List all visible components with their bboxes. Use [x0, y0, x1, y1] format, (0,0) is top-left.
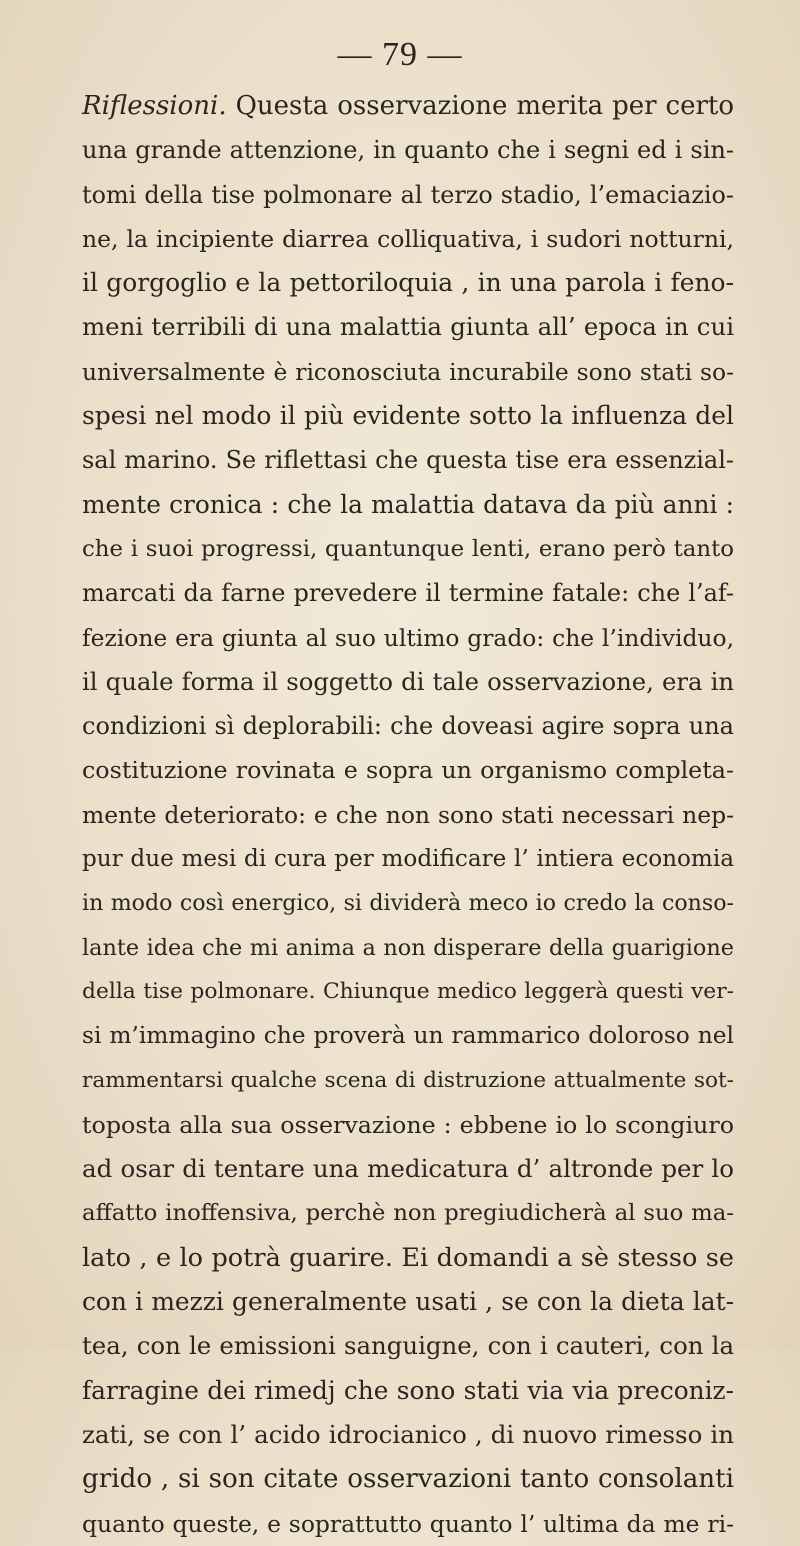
- text-line: meni terribili di una malattia giunta all’ epoca in cui: [82, 312, 734, 342]
- text-line: il quale forma il soggetto di tale osservazione, era in: [82, 666, 734, 696]
- text-line: mente deteriorato: e che non sono stati necessari nep-: [82, 800, 734, 829]
- text-line: mente cronica : che la malattia datava da più anni :: [82, 489, 734, 519]
- text-line: che i suoi progressi, quantunque lenti, erano però tanto: [82, 535, 734, 562]
- text-line: tea, con le emissioni sanguigne, con i cauteri, con la: [82, 1331, 734, 1361]
- text-line: zati, se con l’ acido idrocianico , di nuovo rimesso in: [82, 1419, 734, 1449]
- text-line: grido , si son citate osservazioni tanto consolanti: [82, 1464, 734, 1495]
- text-line: ne, la incipiente diarrea colliquativa, i sudori notturni,: [82, 224, 734, 253]
- text-line: universalmente è riconosciuta incurabile sono stati so-: [82, 357, 734, 386]
- body-text: [82, 84, 734, 1546]
- text-line: costituzione rovinata e sopra un organismo completa-: [82, 756, 734, 785]
- text-line: sal marino. Se riflettasi che questa tise era essenzial-: [82, 446, 734, 475]
- text-line: rammentarsi qualche scena di distruzione attualmente sot-: [82, 1067, 734, 1093]
- text-line: in modo così energico, si dividerà meco io credo la conso-: [82, 890, 734, 917]
- text-line: lante idea che mi anima a non disperare della guarigione: [82, 934, 734, 961]
- text-line: farragine dei rimedj che sono stati via via preconiz-: [82, 1375, 734, 1405]
- text-line: si m’immagino che proverà un rammarico doloroso nel: [82, 1022, 734, 1050]
- text-line: una grande attenzione, in quanto che i segni ed i sin-: [82, 136, 734, 165]
- page-number: — 79 —: [337, 36, 463, 73]
- text-line: ad osar di tentare una medicatura d’ altronde per lo: [82, 1154, 734, 1184]
- section-lead-word: Riflessioni.: [82, 91, 227, 121]
- text-line: affatto inoffensiva, perchè non pregiudicherà al suo ma-: [82, 1200, 734, 1227]
- text-line-content: Questa osservazione merita per certo: [226, 91, 734, 121]
- text-line: quanto queste, e soprattutto quanto l’ ultima da me ri-: [82, 1509, 734, 1538]
- text-line: della tise polmonare. Chiunque medico leggerà questi ver-: [82, 978, 734, 1004]
- text-line: con i mezzi generalmente usati , se con la dieta lat-: [82, 1287, 734, 1317]
- text-line: condizioni sì deplorabili: che doveasi agire sopra una: [82, 712, 734, 741]
- text-line: marcati da farne prevedere il termine fatale: che l’af-: [82, 579, 734, 608]
- text-line: spesi nel modo il più evidente sotto la influenza del: [82, 401, 734, 431]
- text-line: fezione era giunta al suo ultimo grado: che l’individuo,: [82, 623, 734, 652]
- text-line: pur due mesi di cura per modificare l’ intiera economia: [82, 846, 734, 873]
- text-line: lato , e lo potrà guarire. Ei domandi a sè stesso se: [82, 1242, 734, 1273]
- text-line: il gorgoglio e la pettoriloquia , in una parola i feno-: [82, 268, 734, 298]
- text-line: toposta alla sua osservazione : ebbene io lo scongiuro: [82, 1110, 734, 1139]
- text-line: tomi della tise polmonare al terzo stadio, l’emaciazio-: [82, 180, 734, 209]
- text-line: [82, 84, 734, 128]
